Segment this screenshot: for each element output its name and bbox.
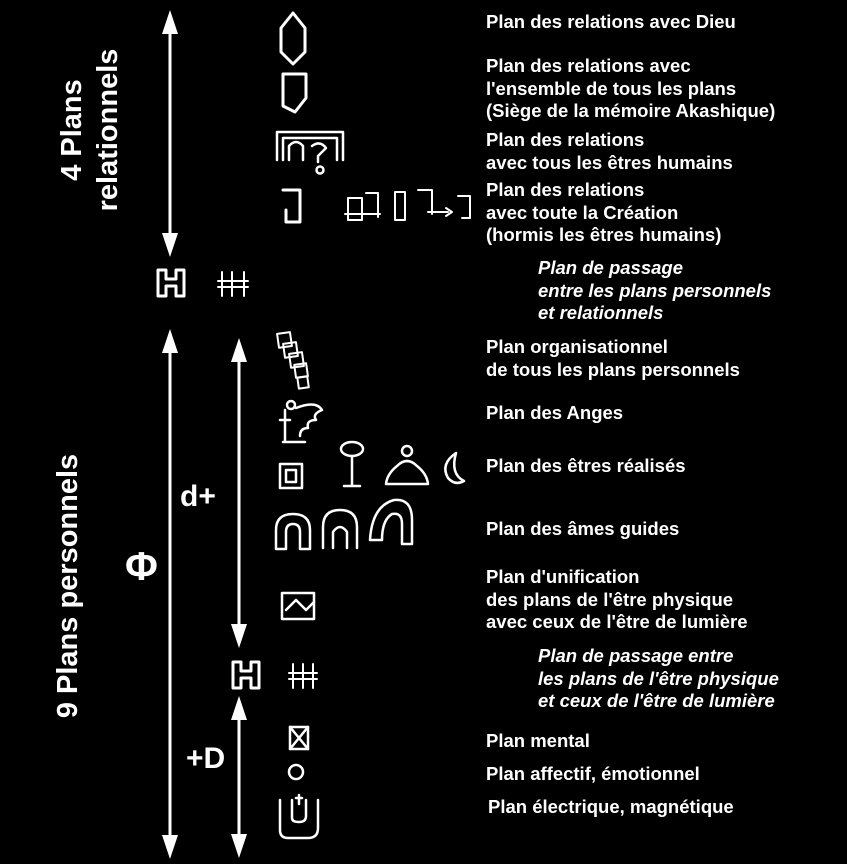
guide-souls-arches-icon	[276, 500, 412, 549]
affective-plane-circle-icon	[289, 765, 303, 779]
all-planes-shield-icon	[283, 74, 306, 112]
plane-label-electric: Plan électrique, magnétique	[488, 796, 734, 817]
plane-label-all-planes: Plan des relations avec l'ensemble de tous les plans (Siège de la mémoire Akashique)	[486, 55, 776, 121]
plane-label-passage-upper: Plan de passage entre les plans personnels et relationnels	[538, 257, 772, 323]
passage-h-small-icon	[218, 272, 248, 296]
plane-label-humans: Plan des relations avec tous les êtres humains	[486, 129, 733, 173]
plus-d-marker: +D	[186, 742, 226, 775]
creation-relation-sequence-icon	[345, 190, 470, 220]
d-plus-marker: d+	[180, 480, 216, 513]
passage-h-icon	[158, 270, 184, 296]
personal-range-arrow	[162, 329, 178, 859]
creation-relation-hook-icon	[283, 190, 300, 222]
relational-group-title-line2: relationnels	[92, 48, 124, 212]
personal-group-title: 9 Plans personnels	[52, 453, 84, 719]
relational-group-title	[54, 49, 126, 212]
unification-box-icon	[282, 593, 314, 619]
plane-label-angels: Plan des Anges	[486, 402, 624, 423]
relational-range-arrow	[162, 10, 178, 257]
plane-label-organisational: Plan organisationnel de tous les plans personnels	[486, 336, 740, 380]
realised-beings-meditator-icon	[386, 446, 428, 484]
plane-label-unification: Plan d'unification des plans de l'être physique avec ceux de l'être de lumière	[486, 566, 748, 632]
passage-h-lower-icon	[233, 662, 259, 688]
plane-label-realised-beings: Plan des êtres réalisés	[486, 455, 686, 476]
plane-label-passage-lower: Plan de passage entre les plans de l'être physique et ceux de l'être de lumière	[538, 645, 779, 711]
relational-group-title-line1: 4 Plans	[56, 79, 88, 181]
realised-beings-square-icon	[280, 464, 302, 488]
god-relation-hexagon-icon	[281, 13, 305, 64]
organisational-stacked-squares-icon	[277, 332, 309, 389]
humans-relation-arch-icon	[277, 132, 343, 174]
plane-label-god: Plan des relations avec Dieu	[486, 11, 736, 32]
passage-h-lower-small-icon	[289, 664, 317, 688]
angel-winged-figure-icon	[280, 401, 322, 442]
electric-plane-magnet-icon	[280, 795, 318, 838]
realised-beings-chalice-icon	[341, 442, 363, 486]
plane-label-guide-souls: Plan des âmes guides	[486, 518, 680, 539]
phi-marker: Φ	[125, 545, 158, 589]
plane-label-mental: Plan mental	[486, 730, 590, 751]
physical-being-range-arrow	[231, 696, 247, 858]
mental-plane-icon	[290, 727, 308, 749]
light-being-range-arrow	[231, 338, 247, 648]
realised-beings-crescent-icon	[445, 453, 464, 483]
plane-label-affective: Plan affectif, émotionnel	[486, 763, 700, 784]
plane-label-creation: Plan des relations avec toute la Création (hormis les êtres humains)	[486, 179, 722, 245]
